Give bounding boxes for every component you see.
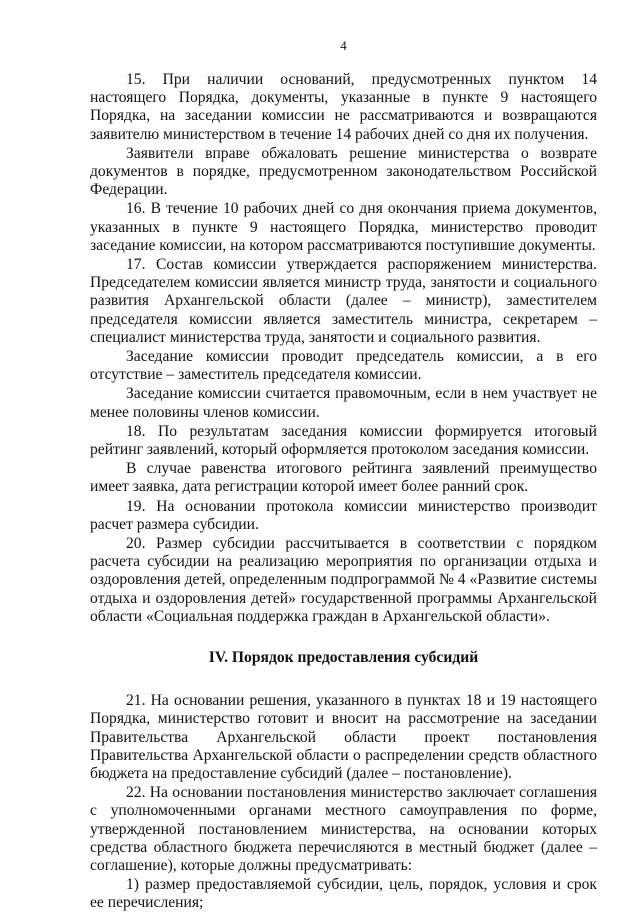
paragraph-commission-chair: Заседание комиссии проводит председатель комиссии, а в его отсутствие – заместитель председателя комиссии. [90,348,597,384]
paragraph-21: 21. На основании решения, указанного в пунктах 18 и 19 настоящего Порядка, министерство готовит и вносит на рассмотрение на заседании Правительства Архангельской области проект постановления Правительства Архангельской области о распределении средств областного бюджета на предоставление субсидий (далее – постановление). [90,692,597,782]
paragraph-15: 15. При наличии оснований, предусмотренных пунктом 14 настоящего Порядка, документы, указанные в пункте 9 настоящего Порядка, на заседании комиссии не рассматриваются и возвращаются заявителю министерством в течение 14 рабочих дней со дня их получения. [90,71,597,143]
paragraph-quorum: Заседание комиссии считается правомочным, если в нем участвует не менее половины членов комиссии. [90,385,597,421]
paragraph-20: 20. Размер субсидии рассчитывается в соответствии с порядком расчета субсидии на реализацию мероприятия по организации отдыха и оздоровления детей, определенным подпрограммой № 4 «Развитие системы отдыха и оздоровления детей» государственной программы Архангельской области «Социальная поддержка граждан в Архангельской области». [90,535,597,625]
paragraph-16: 16. В течение 10 рабочих дней со дня окончания приема документов, указанных в пункте 9 настоящего Порядка, министерство проводит заседание комиссии, на котором рассматриваются поступившие документы. [90,200,597,254]
paragraph-17: 17. Состав комиссии утверждается распоряжением министерства. Председателем комиссии является министр труда, занятости и социального развития Архангельской области (далее – министр), заместителем председателя комиссии является заместитель министра, секретарем – специалист министерства труда, занятости и социального развития. [90,256,597,346]
paragraph-18: 18. По результатам заседания комиссии формируется итоговый рейтинг заявлений, который оформляется протоколом заседания комиссии. [90,422,597,459]
paragraph-22-item-1: 1) размер предоставляемой субсидии, цель, порядок, условия и срок ее перечисления; [90,876,597,912]
paragraph-19: 19. На основании протокола комиссии министерство производит расчет размера субсидии. [90,497,597,533]
paragraph-22: 22. На основании постановления министерство заключает соглашения с уполномоченными органами местного самоуправления по форме, утвержденной постановлением министерства, на основании которых средства областного бюджета перечисляются в местный бюджет (далее – соглашение), которые должны предусматривать: [90,784,597,874]
paragraph-rating-tie: В случае равенства итогового рейтинга заявлений преимущество имеет заявка, дата регистрации которой имеет более ранний срок. [90,460,597,496]
page-number: 4 [340,38,347,53]
document-body [90,71,597,913]
paragraph-appeal: Заявители вправе обжаловать решение министерства о возврате документов в порядке, предусмотренном законодательством Российской Федерации. [90,144,597,199]
section-heading: IV. Порядок предоставления субсидий [208,649,479,667]
